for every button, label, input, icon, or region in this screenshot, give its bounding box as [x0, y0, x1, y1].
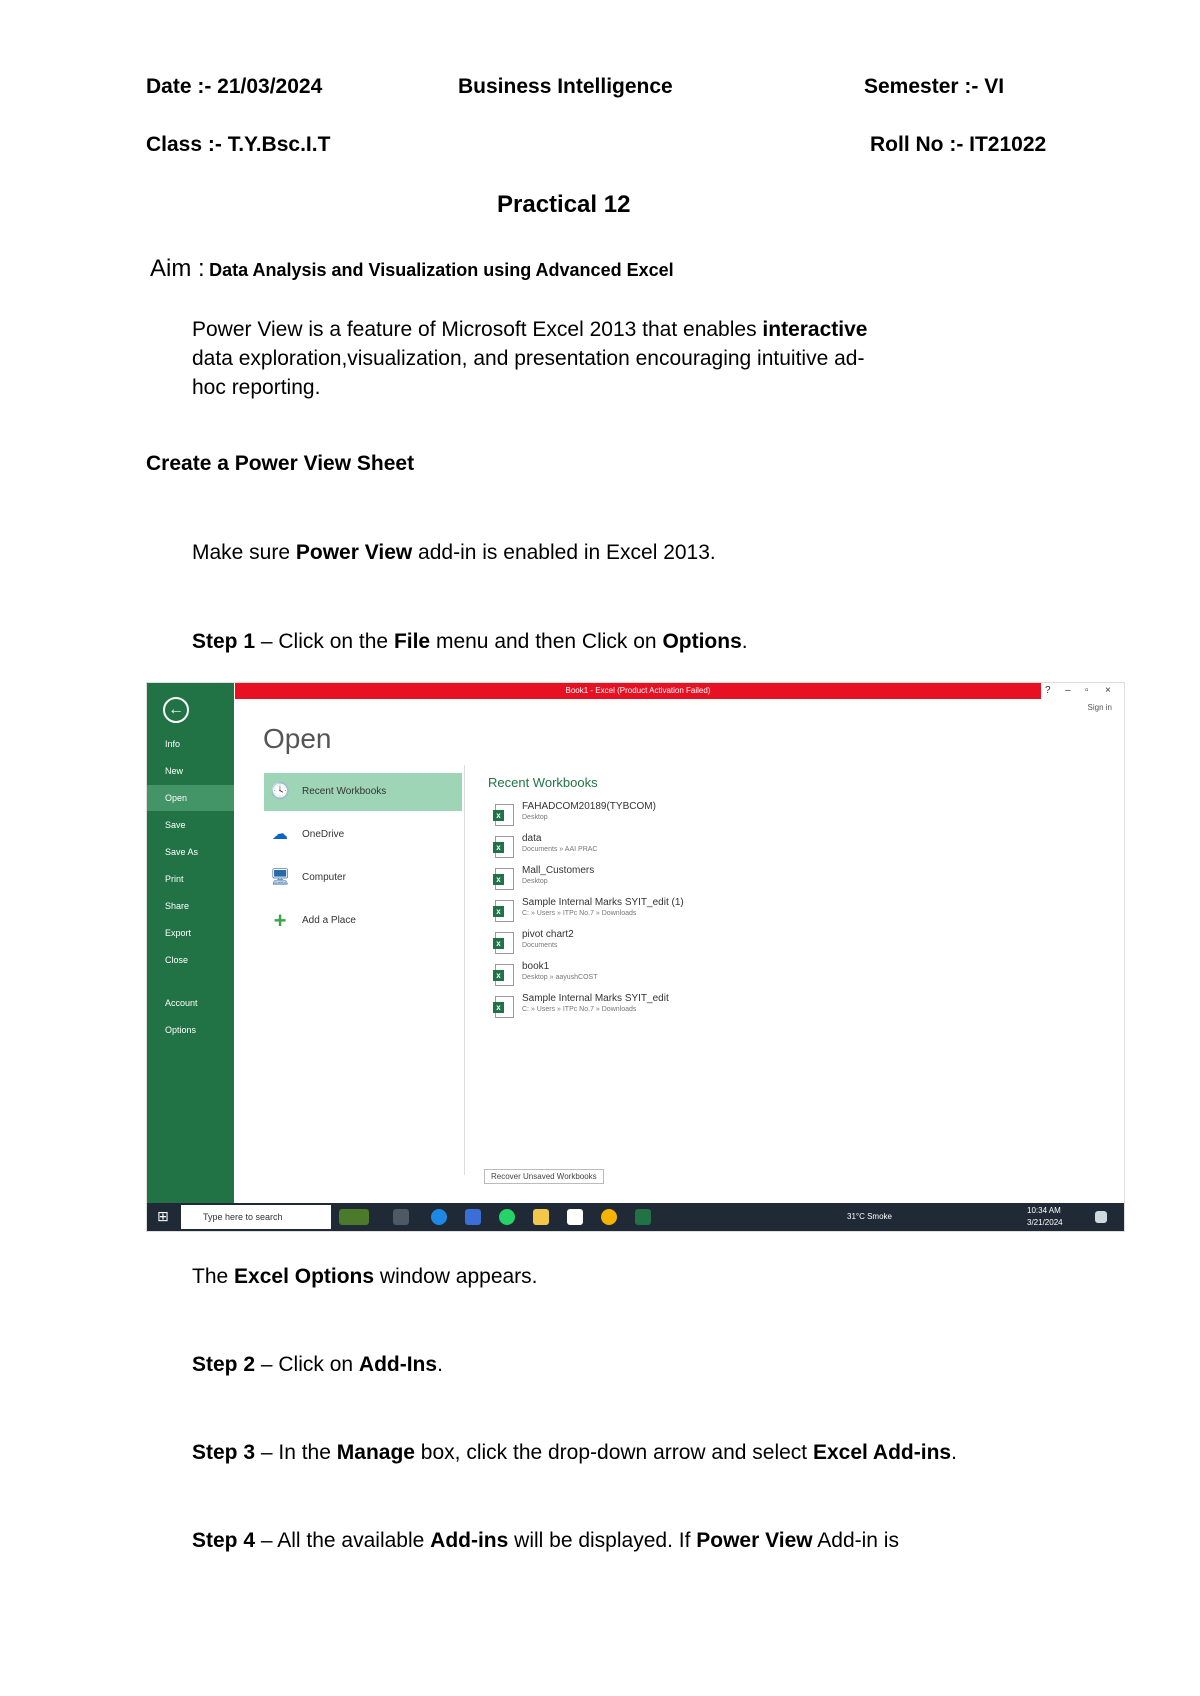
- list-item[interactable]: [495, 833, 795, 863]
- intro-bold: interactive: [762, 318, 868, 341]
- date-label: Date :- 21/03/2024: [146, 75, 323, 98]
- recover-unsaved-workbooks-button[interactable]: Recover Unsaved Workbooks: [484, 1169, 604, 1184]
- aim-text: Data Analysis and Visualization using Advanced Excel: [209, 260, 674, 280]
- place-label: Add a Place: [302, 915, 356, 926]
- excel-options-note: [192, 1262, 538, 1291]
- excel-file-icon: x: [495, 836, 514, 858]
- excel-file-icon: x: [495, 868, 514, 890]
- note-post: window appears.: [374, 1265, 538, 1288]
- cloud-icon: ☁: [272, 826, 288, 843]
- computer-icon: 🖥: [270, 869, 291, 886]
- step-3: [192, 1438, 957, 1467]
- step-3-end: .: [951, 1441, 957, 1464]
- clock-icon: 🕓: [270, 783, 290, 800]
- step-2: [192, 1350, 443, 1379]
- file-name: Mall_Customers: [522, 865, 595, 876]
- semester-label: Semester :- VI: [864, 75, 1005, 98]
- sign-in-link[interactable]: Sign in: [1087, 703, 1112, 712]
- sidebar-item-print[interactable]: Print: [165, 874, 184, 884]
- step-4: [192, 1526, 899, 1555]
- excel-file-icon: x: [495, 900, 514, 922]
- enable-note: [192, 538, 716, 567]
- sidebar-item-share[interactable]: Share: [165, 901, 190, 911]
- enable-note-pre: Make sure: [192, 541, 296, 564]
- step-1-end: .: [741, 630, 748, 653]
- excel-file-icon: x: [495, 804, 514, 826]
- file-name: FAHADCOM20189(TYBCOM): [522, 801, 656, 812]
- file-name: Sample Internal Marks SYIT_edit: [522, 993, 669, 1004]
- step-1-pre: – Click on the: [255, 630, 394, 653]
- excel-file-icon: x: [495, 964, 514, 986]
- close-icon[interactable]: ×: [1105, 685, 1111, 696]
- step-1: [192, 627, 748, 656]
- step-4-label: Step 4: [192, 1529, 256, 1552]
- intro-text-3: hoc reporting.: [192, 376, 321, 399]
- sidebar-item-account[interactable]: Account: [165, 998, 198, 1008]
- aim-line: [150, 255, 674, 283]
- file-path: Documents: [522, 942, 558, 949]
- taskbar: [147, 1203, 1124, 1231]
- step-1-file: File: [393, 630, 431, 653]
- whatsapp-icon[interactable]: [499, 1209, 515, 1225]
- excel-taskbar-icon[interactable]: [635, 1209, 651, 1225]
- widget-tree-icon: [339, 1209, 369, 1225]
- step-4-power-view: Power View: [696, 1529, 813, 1552]
- window-title-bar: Book1 - Excel (Product Activation Failed): [235, 683, 1041, 699]
- list-item[interactable]: [495, 961, 795, 991]
- sidebar-item-save[interactable]: Save: [165, 820, 186, 830]
- excel-file-icon: x: [495, 932, 514, 954]
- step-2-end: .: [437, 1353, 443, 1376]
- note-bold: Excel Options: [234, 1265, 375, 1288]
- file-name: data: [522, 833, 542, 844]
- place-label: Computer: [302, 872, 346, 883]
- sidebar-item-close[interactable]: Close: [165, 955, 189, 965]
- restore-icon[interactable]: ▫: [1085, 685, 1089, 696]
- step-3-excel-addins: Excel Add-ins: [812, 1441, 952, 1464]
- page-title: Practical 12: [497, 191, 631, 218]
- step-4-pre: – All the available: [255, 1529, 431, 1552]
- folder-icon[interactable]: [533, 1209, 549, 1225]
- sidebar-item-open[interactable]: Open: [147, 785, 234, 811]
- sidebar-item-export[interactable]: Export: [165, 928, 192, 938]
- notification-icon[interactable]: [1095, 1211, 1107, 1223]
- file-name: book1: [522, 961, 550, 972]
- intro-paragraph: [192, 315, 972, 402]
- note-pre: The: [192, 1265, 235, 1288]
- enable-note-post: add-in is enabled in Excel 2013.: [412, 541, 716, 564]
- file-path: Desktop » aayushCOST: [522, 974, 598, 981]
- sidebar-item-info[interactable]: Info: [165, 739, 181, 749]
- back-arrow-icon[interactable]: ←: [163, 697, 189, 723]
- weather-label[interactable]: 31°C Smoke: [847, 1212, 892, 1221]
- step-2-bold: Add-Ins: [358, 1353, 438, 1376]
- subject-label: Business Intelligence: [458, 75, 673, 98]
- file-path: C: » Users » ITPc No.7 » Downloads: [522, 1006, 637, 1013]
- list-item[interactable]: [495, 897, 795, 927]
- taskbar-search-input[interactable]: Type here to search: [181, 1205, 331, 1229]
- intro-text-2: data exploration,visualization, and presentation encouraging intuitive ad-: [192, 347, 865, 370]
- excel-screenshot: [146, 682, 1125, 1232]
- store-icon[interactable]: [465, 1209, 481, 1225]
- clock-date[interactable]: 3/21/2024: [1027, 1218, 1063, 1227]
- step-3-manage: Manage: [336, 1441, 415, 1464]
- minimize-icon[interactable]: –: [1065, 685, 1071, 696]
- step-1-mid: menu and then Click on: [430, 630, 663, 653]
- plus-icon: +: [273, 908, 287, 933]
- clock-time[interactable]: 10:34 AM: [1027, 1206, 1061, 1215]
- section-title: Create a Power View Sheet: [146, 452, 415, 475]
- place-computer[interactable]: [264, 859, 462, 897]
- sidebar-item-new[interactable]: New: [165, 766, 184, 776]
- file-name: pivot chart2: [522, 929, 574, 940]
- roll-label: Roll No :- IT21022: [870, 133, 1047, 156]
- task-view-icon[interactable]: [393, 1209, 409, 1225]
- list-item[interactable]: [495, 801, 795, 831]
- chrome-icon[interactable]: [601, 1209, 617, 1225]
- open-title: Open: [263, 723, 332, 754]
- list-item[interactable]: [495, 865, 795, 895]
- step-1-label: Step 1: [192, 630, 256, 653]
- edge-icon[interactable]: [431, 1209, 447, 1225]
- step-3-label: Step 3: [192, 1441, 256, 1464]
- sidebar-item-save-as[interactable]: Save As: [165, 847, 199, 857]
- step-4-mid: will be displayed. If: [508, 1529, 697, 1552]
- step-1-options: Options: [662, 630, 742, 653]
- recent-workbooks-heading: Recent Workbooks: [488, 775, 598, 790]
- file-path: C: » Users » ITPc No.7 » Downloads: [522, 910, 637, 917]
- aim-label: Aim :: [150, 255, 205, 282]
- notepad-icon[interactable]: [567, 1209, 583, 1225]
- divider: [464, 765, 465, 1175]
- windows-start-icon[interactable]: ⊞: [157, 1208, 169, 1224]
- file-path: Desktop: [522, 878, 548, 885]
- place-recent-workbooks[interactable]: [264, 773, 462, 811]
- list-item[interactable]: [495, 929, 795, 959]
- step-2-label: Step 2: [192, 1353, 256, 1376]
- place-onedrive[interactable]: [264, 816, 462, 854]
- intro-text-1: Power View is a feature of Microsoft Excel 2013 that enables: [192, 318, 763, 341]
- step-4-addins: Add-ins: [430, 1529, 509, 1552]
- step-4-end: Add-in is: [812, 1529, 899, 1552]
- place-label: OneDrive: [302, 829, 345, 840]
- file-name: Sample Internal Marks SYIT_edit (1): [522, 897, 684, 908]
- step-2-pre: – Click on: [255, 1353, 359, 1376]
- place-add-a-place[interactable]: [264, 902, 462, 940]
- file-path: Desktop: [522, 814, 548, 821]
- place-label: Recent Workbooks: [302, 786, 387, 797]
- class-label: Class :- T.Y.Bsc.I.T: [146, 133, 331, 156]
- backstage-sidebar: [147, 683, 234, 1203]
- enable-note-bold: Power View: [295, 541, 413, 564]
- list-item[interactable]: [495, 993, 795, 1023]
- help-icon[interactable]: ?: [1045, 685, 1051, 696]
- sidebar-item-options[interactable]: Options: [165, 1025, 197, 1035]
- excel-file-icon: x: [495, 996, 514, 1018]
- step-3-mid: box, click the drop-down arrow and select: [414, 1441, 813, 1464]
- file-path: Documents » AAI PRAC: [522, 846, 598, 853]
- step-3-pre: – In the: [255, 1441, 337, 1464]
